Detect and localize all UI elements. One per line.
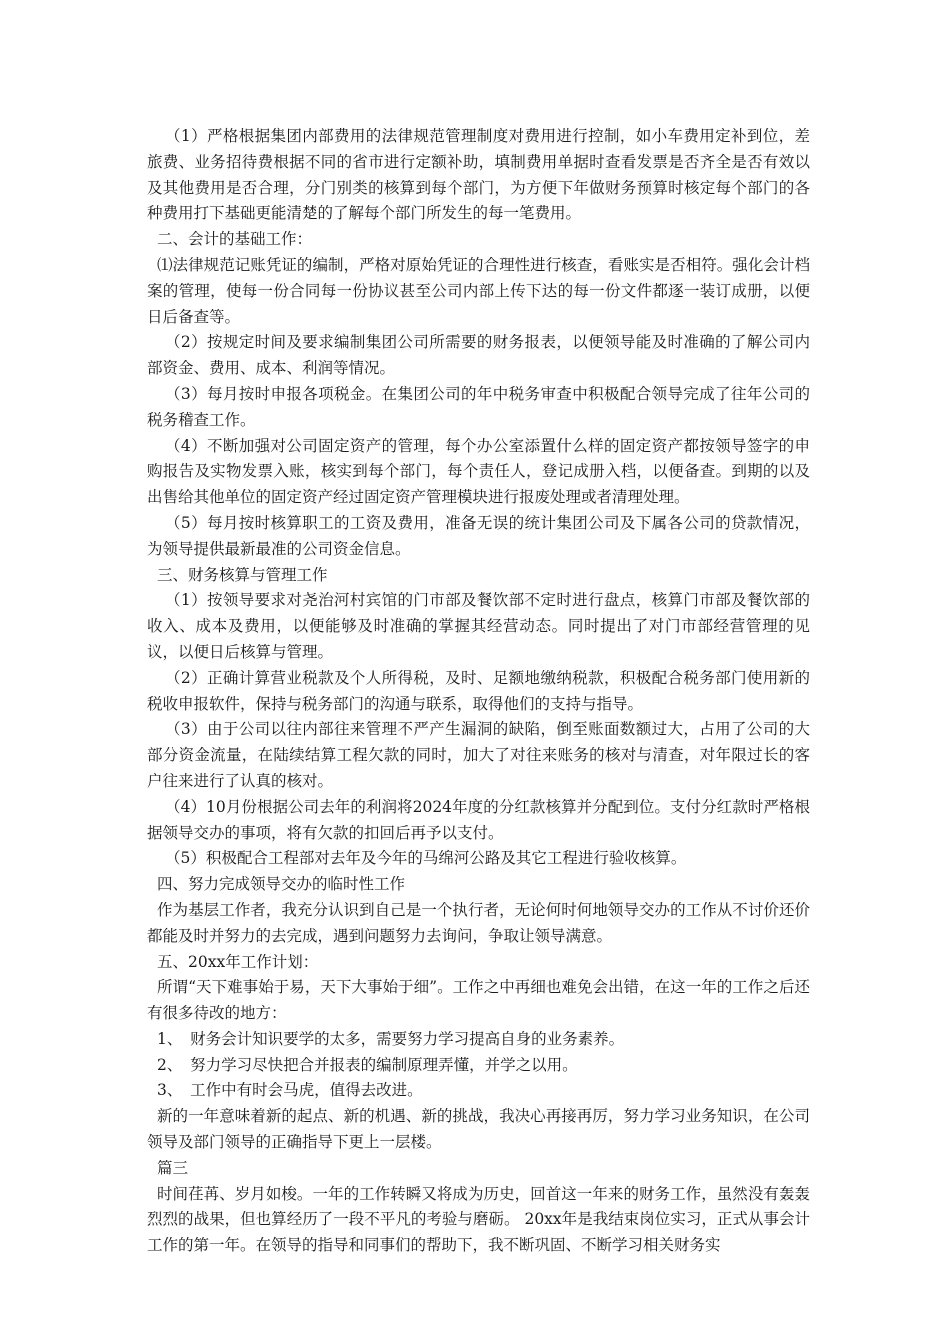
section-heading-work-plan: 五、20xx年工作计划： bbox=[157, 952, 319, 971]
paragraph-financial-reports: （2）按规定时间及要求编制集团公司所需要的财务报表，以便领导能及时准确的了解公司内部资金、费用、成本、利润等情况。 bbox=[147, 333, 810, 378]
list-item: 3、 工作中有时会马虎，值得去改进。 bbox=[157, 1081, 423, 1100]
section-heading-accounting-basics: 二、会计的基础工作： bbox=[157, 230, 313, 249]
paragraph-taxes: （2）正确计算营业税款及个人所得税，及时、足额地缴纳税款，积极配合税务部门使用新的税收申报软件，保持与税务部门的沟通与联系，取得他们的支持与指导。 bbox=[147, 668, 810, 713]
section-heading-accounting-management: 三、财务核算与管理工作 bbox=[157, 565, 328, 584]
section-heading-temporary-work: 四、努力完成领导交办的临时性工作 bbox=[157, 875, 406, 894]
section-heading-part-three: 篇三 bbox=[157, 1158, 189, 1177]
paragraph-inventory: （1）按领导要求对尧治河村宾馆的门市部及餐饮部不定时进行盘点，核算门市部及餐饮部的收入、成本及费用，以便能够及时准确的掌握其经营动态。同时提出了对门市部经营管理的见议，以便日后核算与管理。 bbox=[147, 591, 810, 661]
paragraph-dividends: （4）10月份根据公司去年的利润将2024年度的分红款核算并分配到位。支付分红款时严格根据领导交办的事项，将有欠款的扣回后再予以支付。 bbox=[147, 797, 810, 842]
document-body bbox=[147, 124, 810, 1259]
paragraph-project-audit: （5）积极配合工程部对去年及今年的马绵河公路及其它工程进行验收核算。 bbox=[165, 849, 687, 868]
paragraph-internal-accounts: （3）由于公司以往内部往来管理不严产生漏洞的缺陷，倒至账面数额过大，占用了公司的大部分资金流量，在陆续结算工程欠款的同时，加大了对往来账务的核对与清查，对年限过长的客户往来进行了认真的核对。 bbox=[147, 720, 810, 790]
paragraph-executor: 作为基层工作者，我充分认识到自己是一个执行者，无论何时何地领导交办的工作从不讨价还价都能及时并努力的去完成，遇到问题努力去询问，争取让领导满意。 bbox=[147, 900, 810, 945]
paragraph-part-three-intro: 时间荏苒、岁月如梭。一年的工作转瞬又将成为历史，回首这一年来的财务工作，虽然没有轰轰烈烈的战果，但也算经历了一段不平凡的考验与磨砺。 20xx年是我结束岗位实习，正式从事会计工作的第一年。在领导的指导和同事们的帮助下，我不断巩固、不断学习相关财务实 bbox=[147, 1184, 810, 1255]
paragraph-tax-filing: （3）每月按时申报各项税金。在集团公司的年中税务审查中积极配合领导完成了往年公司的税务稽查工作。 bbox=[147, 384, 810, 429]
list-item: 2、 努力学习尽快把合并报表的编制原理弄懂，并学之以用。 bbox=[157, 1055, 578, 1074]
paragraph-plan-intro: 所谓“天下难事始于易，天下大事始于细”。工作之中再细也难免会出错，在这一年的工作之后还有很多待改的地方： bbox=[147, 978, 810, 1023]
paragraph-fixed-assets: （4）不断加强对公司固定资产的管理，每个办公室添置什么样的固定资产都按领导签字的申购报告及实物发票入账，核实到每个部门，每个责任人，登记成册入档，以便备查。到期的以及出售给其他单位的固定资产经过固定资产管理模块进行报废处理或者清理处理。 bbox=[147, 436, 810, 507]
paragraph-payroll: （5）每月按时核算职工的工资及费用，准备无误的统计集团公司及下属各公司的贷款情况，为领导提供最新最准的公司资金信息。 bbox=[147, 513, 810, 558]
paragraph-expense-control: （1）严格根据集团内部费用的法律规范管理制度对费用进行控制，如小车费用定补到位，差旅费、业务招待费根据不同的省市进行定额补助，填制费用单据时查看发票是否齐全是否有效以及其他费用是否合理，分门别类的核算到每个部门，为方便下年做财务预算时核定每个部门的各种费用打下基础更能清楚的了解每个部门所发生的每一笔费用。 bbox=[147, 127, 810, 223]
paragraph-new-year: 新的一年意味着新的起点、新的机遇、新的挑战，我决心再接再厉，努力学习业务知识，在公司领导及部门领导的正确指导下更上一层楼。 bbox=[147, 1107, 810, 1152]
paragraph-vouchers: ⑴法律规范记账凭证的编制，严格对原始凭证的合理性进行核查，看账实是否相符。强化会计档案的管理，使每一份合同每一份协议甚至公司内部上传下达的每一份文件都逐一装订成册，以便日后备查等。 bbox=[147, 255, 810, 326]
list-item: 1、 财务会计知识要学的太多，需要努力学习提高自身的业务素养。 bbox=[157, 1029, 625, 1048]
